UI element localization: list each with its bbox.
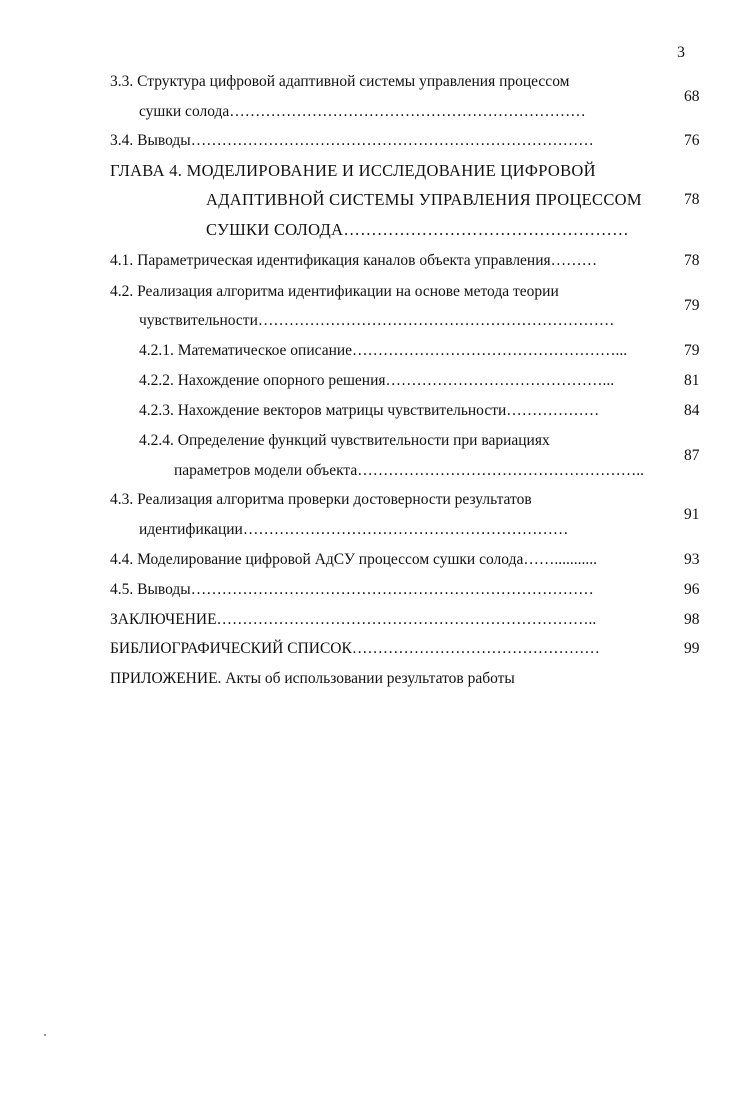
toc-entry-4-2-page: 79: [684, 297, 700, 314]
toc-entry-3-3-line-2: сушки солода……………………………………………………………: [139, 103, 586, 120]
toc-entry-4-5-page: 96: [684, 581, 700, 598]
toc-chapter-4-line-3: СУШКИ СОЛОДА……………………………………………: [206, 220, 629, 239]
toc-entry-3-3-page: 68: [684, 88, 700, 105]
toc-entry-4-1: 4.1. Параметрическая идентификация каналов объекта управления………: [110, 252, 598, 269]
toc-entry-4-2-2: 4.2.2. Нахождение опорного решения……………………………………...: [139, 372, 615, 389]
toc-entry-3-4: 3.4. Выводы……………………………………………………………………: [110, 132, 594, 149]
toc-entry-4-2-4-page: 87: [684, 447, 700, 464]
toc-entry-4-2-3-page: 84: [684, 402, 700, 419]
toc-entry-4-2-4-line-2: параметров модели объекта………………………………………………..: [174, 462, 644, 479]
toc-entry-conclusion: ЗАКЛЮЧЕНИЕ………………………………………………………………..: [110, 611, 597, 628]
toc-entry-3-4-page: 76: [684, 132, 700, 149]
toc-entry-4-2-2-page: 81: [684, 372, 700, 389]
toc-entry-4-2-line-1: 4.2. Реализация алгоритма идентификации на основе метода теории: [110, 283, 559, 300]
toc-entry-4-2-1: 4.2.1. Математическое описание……………………………………………...: [139, 342, 628, 359]
toc-entry-bibliography: БИБЛИОГРАФИЧЕСКИЙ СПИСОК…………………………………………: [110, 640, 600, 657]
page-number: 3: [677, 44, 685, 61]
toc-entry-4-4-page: 93: [684, 551, 700, 568]
toc-chapter-4-page: 78: [684, 191, 700, 208]
toc-entry-appendix: ПРИЛОЖЕНИЕ. Акты об использовании результатов работы: [110, 670, 515, 687]
toc-entry-4-2-1-page: 79: [684, 342, 700, 359]
toc-entry-4-2-3: 4.2.3. Нахождение векторов матрицы чувствительности………………: [139, 402, 600, 419]
toc-entry-4-3-line-2: идентификации………………………………………………………: [139, 521, 569, 538]
toc-chapter-4-line-2: АДАПТИВНОЙ СИСТЕМЫ УПРАВЛЕНИЯ ПРОЦЕССОМ: [206, 190, 642, 209]
scan-speck: [44, 1034, 46, 1036]
toc-entry-bibliography-page: 99: [684, 640, 700, 657]
toc-entry-4-2-4-line-1: 4.2.4. Определение функций чувствительности при вариациях: [139, 432, 550, 449]
toc-entry-4-1-page: 78: [684, 252, 700, 269]
toc-entry-4-5: 4.5. Выводы……………………………………………………………………: [110, 581, 594, 598]
toc-entry-conclusion-page: 98: [684, 611, 700, 628]
toc-entry-4-2-line-2: чувствительности……………………………………………………………: [139, 312, 615, 329]
toc-entry-4-3-line-1: 4.3. Реализация алгоритма проверки достоверности результатов: [110, 491, 532, 508]
toc-chapter-4-line-1: ГЛАВА 4. МОДЕЛИРОВАНИЕ И ИССЛЕДОВАНИЕ ЦИФРОВОЙ: [110, 161, 596, 180]
toc-entry-4-4: 4.4. Моделирование цифровой АдСУ процессом сушки солода……...........: [110, 551, 597, 568]
toc-entry-4-3-page: 91: [684, 506, 700, 523]
toc-entry-3-3-line-1: 3.3. Структура цифровой адаптивной системы управления процессом: [110, 73, 570, 90]
